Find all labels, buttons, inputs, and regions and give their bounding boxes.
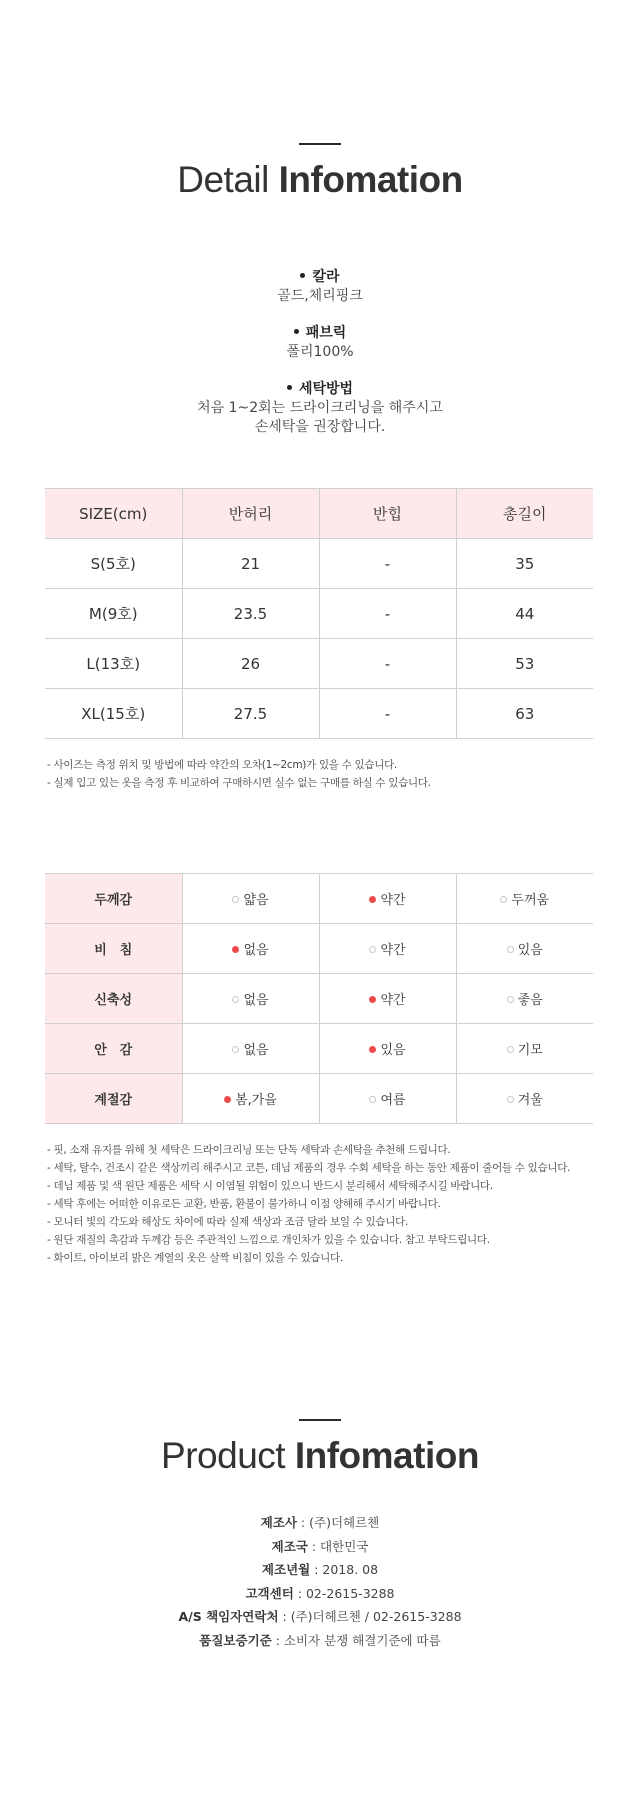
spec-item-color xyxy=(0,268,640,306)
product-line xyxy=(0,1558,640,1582)
note-line: - 세탁, 탈수, 건조시 같은 색상끼리 해주시고 코튼, 데님 제품의 경우 수회 세탁을 하는 동안 제품이 줄어들 수 있습니다. xyxy=(47,1162,571,1174)
size-cell: - xyxy=(319,539,456,589)
spec-list xyxy=(0,268,640,455)
product-key: A/S 책임자연락처 xyxy=(178,1609,279,1624)
size-cell: - xyxy=(319,689,456,739)
spec-label: 칼라 xyxy=(312,269,340,285)
note-line: - 원단 재질의 촉감과 두께감 등은 주관적인 느낌으로 개인차가 있을 수 있습니다. 참고 부탁드립니다. xyxy=(47,1234,490,1246)
fit-option-label: 좋음 xyxy=(517,993,543,1008)
radio-dot-icon xyxy=(369,946,376,953)
separator: : xyxy=(296,1515,310,1530)
radio-dot-icon xyxy=(232,1046,239,1053)
separator: : xyxy=(271,1632,284,1648)
note-line: - 핏, 소재 유지를 위해 첫 세탁은 드라이크리닝 또는 단독 세탁과 손세탁을 추천해 드립니다. xyxy=(47,1144,451,1156)
radio-dot-icon xyxy=(369,896,376,903)
fit-option xyxy=(319,874,456,924)
product-title-bold: Infomation xyxy=(294,1435,479,1476)
product-value: (주)더헤르첸 / 02-2615-3288 xyxy=(290,1609,462,1624)
spec-label: 패브릭 xyxy=(305,325,347,341)
table-row xyxy=(45,639,593,689)
fit-option xyxy=(319,1074,456,1124)
size-cell: 53 xyxy=(456,639,593,689)
separator: : xyxy=(310,1562,323,1577)
fit-option xyxy=(182,924,319,974)
spec-item-washing xyxy=(0,380,640,437)
heading-divider xyxy=(299,1419,341,1421)
fit-option-label: 없음 xyxy=(243,943,269,958)
size-cell: 27.5 xyxy=(182,689,319,739)
bullet-icon xyxy=(287,385,292,390)
radio-dot-icon xyxy=(500,896,507,903)
fit-option xyxy=(319,924,456,974)
product-value: 2018. 08 xyxy=(322,1562,379,1577)
note-line: - 데님 제품 및 색 원단 제품은 세탁 시 이염될 위험이 있으니 반드시 분리해서 세탁해주시길 바랍니다. xyxy=(47,1180,493,1192)
bullet-icon xyxy=(300,273,305,278)
fit-option xyxy=(456,924,593,974)
product-value: 대한민국 xyxy=(320,1538,369,1554)
spec-value: 골드,체리핑크 xyxy=(277,288,363,304)
size-header-cell: 반허리 xyxy=(182,489,319,539)
size-header-cell: SIZE(cm) xyxy=(45,489,182,539)
spec-item-fabric xyxy=(0,324,640,362)
radio-dot-icon xyxy=(224,1096,231,1103)
product-line xyxy=(0,1629,640,1653)
size-cell: 21 xyxy=(182,539,319,589)
product-line xyxy=(0,1511,640,1535)
table-row xyxy=(45,589,593,639)
size-cell: L(13호) xyxy=(45,639,182,689)
detail-title-bold: Infomation xyxy=(278,159,463,200)
fit-option xyxy=(319,974,456,1024)
separator: : xyxy=(278,1609,291,1624)
table-row xyxy=(45,924,593,974)
bullet-icon xyxy=(294,329,299,334)
radio-dot-icon xyxy=(507,946,514,953)
size-cell: XL(15호) xyxy=(45,689,182,739)
product-line xyxy=(0,1582,640,1606)
fit-label: 신축성 xyxy=(45,974,182,1024)
fit-option-label: 봄,가을 xyxy=(235,1093,277,1108)
radio-dot-icon xyxy=(507,1096,514,1103)
radio-dot-icon xyxy=(507,1046,514,1053)
note-line: - 사이즈는 측정 위치 및 방법에 따라 약간의 오차(1~2cm)가 있을 수 있습니다. xyxy=(47,759,397,771)
size-header-cell: 총길이 xyxy=(456,489,593,539)
table-row xyxy=(45,974,593,1024)
fit-option xyxy=(456,1024,593,1074)
table-row xyxy=(45,874,593,924)
spec-label: 세탁방법 xyxy=(298,381,354,397)
fit-option xyxy=(182,1074,319,1124)
fit-option-label: 얇음 xyxy=(243,893,269,908)
size-cell: 44 xyxy=(456,589,593,639)
product-info xyxy=(0,1511,640,1652)
note-line: - 모니터 빛의 각도와 해상도 차이에 따라 실제 색상과 조금 달라 보일 수 있습니다. xyxy=(47,1216,408,1228)
radio-dot-icon xyxy=(369,996,376,1003)
fit-option xyxy=(456,1074,593,1124)
product-key: 제조국 xyxy=(271,1538,308,1554)
size-cell: - xyxy=(319,639,456,689)
table-row xyxy=(45,1074,593,1124)
fit-option xyxy=(182,974,319,1024)
product-value: (주)더헤르첸 xyxy=(309,1515,380,1530)
radio-dot-icon xyxy=(232,946,239,953)
fit-label: 두께감 xyxy=(45,874,182,924)
size-cell: 63 xyxy=(456,689,593,739)
note-line: - 실제 입고 있는 옷을 측정 후 비교하여 구매하시면 실수 없는 구매를 하실 수 있습니다. xyxy=(47,777,431,789)
care-notes xyxy=(47,1141,570,1267)
fit-option-label: 두꺼움 xyxy=(511,893,550,908)
fit-table xyxy=(45,873,593,1124)
size-cell: - xyxy=(319,589,456,639)
table-row xyxy=(45,1024,593,1074)
fit-option-label: 기모 xyxy=(517,1043,543,1058)
fit-label: 안 감 xyxy=(45,1024,182,1074)
note-line: - 세탁 후에는 어떠한 이유로든 교환, 반품, 환불이 불가하니 이점 양해해 주시기 바랍니다. xyxy=(47,1198,441,1210)
note-line: - 화이트, 아이보리 밝은 계열의 옷은 살짝 비침이 있을 수 있습니다. xyxy=(47,1252,343,1264)
spec-value: 처음 1~2회는 드라이크리닝을 해주시고 손세탁을 권장합니다. xyxy=(197,400,443,435)
size-cell: M(9호) xyxy=(45,589,182,639)
heading-divider xyxy=(299,143,341,145)
fit-option-label: 있음 xyxy=(517,943,543,958)
fit-option-label: 있음 xyxy=(380,1043,406,1058)
product-line xyxy=(0,1605,640,1629)
radio-dot-icon xyxy=(369,1096,376,1103)
radio-dot-icon xyxy=(232,996,239,1003)
product-title xyxy=(0,1435,640,1477)
fit-option xyxy=(456,874,593,924)
product-line xyxy=(0,1535,640,1559)
fit-option-label: 여름 xyxy=(380,1093,406,1108)
fit-option-label: 약간 xyxy=(380,893,406,908)
separator: : xyxy=(307,1538,321,1554)
detail-title-light: Detail xyxy=(177,159,269,200)
fit-label: 비 침 xyxy=(45,924,182,974)
separator: : xyxy=(293,1585,306,1601)
detail-heading xyxy=(0,143,640,201)
fit-option-label: 겨울 xyxy=(517,1093,543,1108)
fit-option-label: 약간 xyxy=(380,993,406,1008)
size-cell: 35 xyxy=(456,539,593,589)
fit-option-label: 약간 xyxy=(380,943,406,958)
product-key: 고객센터 xyxy=(245,1585,294,1601)
fit-option-label: 없음 xyxy=(243,993,269,1008)
fit-label: 계절감 xyxy=(45,1074,182,1124)
size-cell: 23.5 xyxy=(182,589,319,639)
product-key: 품질보증기준 xyxy=(199,1632,272,1648)
table-row xyxy=(45,689,593,739)
product-heading xyxy=(0,1419,640,1477)
fit-option xyxy=(182,1024,319,1074)
fit-option xyxy=(456,974,593,1024)
product-value: 02-2615-3288 xyxy=(305,1585,395,1601)
radio-dot-icon xyxy=(507,996,514,1003)
detail-title xyxy=(0,159,640,201)
product-key: 제조사 xyxy=(260,1515,297,1530)
radio-dot-icon xyxy=(369,1046,376,1053)
size-table-header xyxy=(45,489,593,539)
table-row xyxy=(45,539,593,589)
size-cell: 26 xyxy=(182,639,319,689)
size-header-cell: 반힙 xyxy=(319,489,456,539)
product-key: 제조년월 xyxy=(261,1562,311,1577)
fit-option xyxy=(182,874,319,924)
size-notes xyxy=(47,756,431,792)
product-value: 소비자 분쟁 해결기준에 따름 xyxy=(283,1632,441,1648)
spec-value: 폴리100% xyxy=(286,344,354,360)
fit-option-label: 없음 xyxy=(243,1043,269,1058)
product-title-light: Product xyxy=(161,1435,286,1476)
size-cell: S(5호) xyxy=(45,539,182,589)
fit-option xyxy=(319,1024,456,1074)
radio-dot-icon xyxy=(232,896,239,903)
size-table xyxy=(45,488,593,739)
